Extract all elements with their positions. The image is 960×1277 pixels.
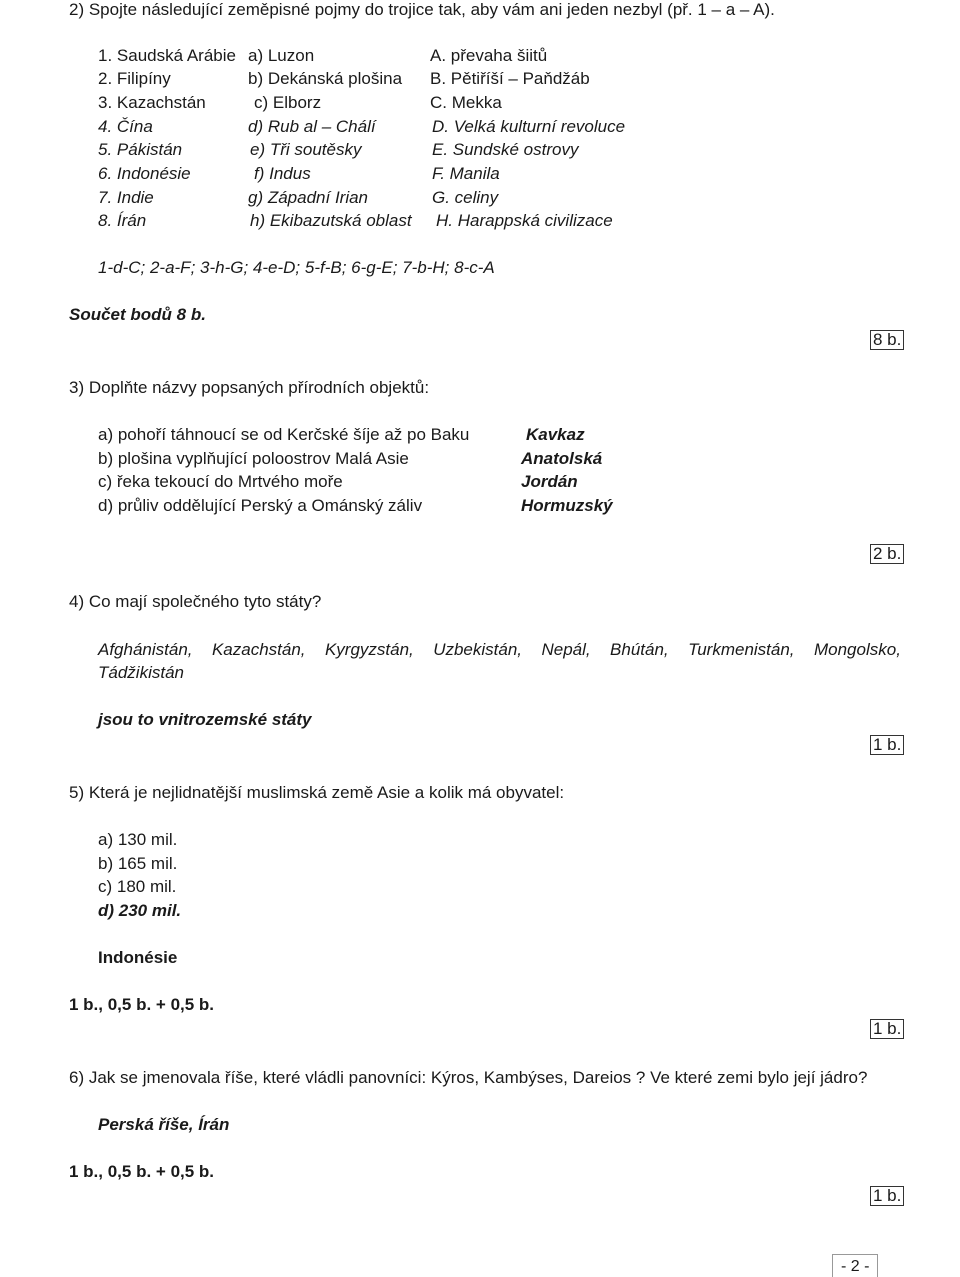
q5-answer: Indonésie <box>98 948 178 967</box>
q2-score-box: 8 b. <box>870 330 904 350</box>
q2-answer: 1-d-C; 2-a-F; 3-h-G; 4-e-D; 5-f-B; 6-g-E; 7-b-H; 8-c-A <box>98 258 495 277</box>
q2-col1-item-6: 6. Indonésie <box>98 164 191 183</box>
q4-state: Kazachstán, <box>211 640 306 659</box>
q3-score-box: 2 b. <box>870 544 904 564</box>
q5-option-b: b) 165 mil. <box>98 854 178 873</box>
q4-state: Kyrgyzstán, <box>324 640 414 659</box>
q2-title: 2) Spojte následující zeměpisné pojmy do trojice tak, aby vám ani jeden nezbyl (př. 1 – a – A). <box>69 0 775 19</box>
q2-col1-item-3: 3. Kazachstán <box>98 93 206 112</box>
q2-col2-item-e: e) Tři soutěsky <box>250 140 362 159</box>
q2-col3-item-H: H. Harappská civilizace <box>436 211 613 230</box>
q2-col1-item-7: 7. Indie <box>98 188 154 207</box>
q6-points: 1 b., 0,5 b. + 0,5 b. <box>69 1162 215 1181</box>
q4-state: Bhútán, <box>610 640 669 659</box>
q4-score-box: 1 b. <box>870 735 904 755</box>
q4-state: Mongolsko, <box>813 640 901 659</box>
page-number: - 2 - <box>832 1254 878 1277</box>
q3-answer-d: Hormuzský <box>521 496 613 515</box>
q3-answer-c: Jordán <box>521 472 578 491</box>
q2-col2-item-g: g) Západní Irian <box>248 188 369 207</box>
q4-states-line-1 <box>98 640 901 660</box>
q6-title: 6) Jak se jmenovala říše, které vládli panovníci: Kýros, Kambýses, Dareios ? Ve které zemi bylo její jádro? <box>69 1068 868 1087</box>
q3-question-d: d) průliv oddělující Perský a Ománský záliv <box>98 496 423 515</box>
q2-col2-item-f: f) Indus <box>254 164 311 183</box>
q2-col2-item-d: d) Rub al – Chálí <box>248 117 376 136</box>
q5-title: 5) Která je nejlidnatější muslimská země Asie a kolik má obyvatel: <box>69 783 565 802</box>
q5-score-box: 1 b. <box>870 1019 904 1039</box>
q3-question-c: c) řeka tekoucí do Mrtvého moře <box>98 472 343 491</box>
q2-col3-item-E: E. Sundské ostrovy <box>432 140 579 159</box>
q3-question-a: a) pohoří táhnoucí se od Kerčské šíje až po Baku <box>98 425 470 444</box>
q2-col2-item-h: h) Ekibazutská oblast <box>250 211 412 230</box>
q4-state: Afghánistán, <box>98 640 193 659</box>
q2-col1-item-1: 1. Saudská Arábie <box>98 46 236 65</box>
q5-option-c: c) 180 mil. <box>98 877 177 896</box>
q6-score-box: 1 b. <box>870 1186 904 1206</box>
q5-option-d-correct: d) 230 mil. <box>98 901 182 920</box>
q2-col2-item-b: b) Dekánská plošina <box>248 69 403 88</box>
q2-col2-item-c: c) Elborz <box>254 93 322 112</box>
q4-title: 4) Co mají společného tyto státy? <box>69 592 322 611</box>
q2-col1-item-4: 4. Čína <box>98 117 153 136</box>
q3-answer-a: Kavkaz <box>526 425 585 444</box>
q2-col3-item-D: D. Velká kulturní revoluce <box>432 117 626 136</box>
q2-col3-item-C: C. Mekka <box>430 93 502 112</box>
q4-state: Nepál, <box>541 640 591 659</box>
q2-col3-item-F: F. Manila <box>432 164 500 183</box>
q2-col1-item-5: 5. Pákistán <box>98 140 183 159</box>
q6-answer: Perská říše, Írán <box>98 1115 230 1134</box>
q2-col3-item-G: G. celiny <box>432 188 499 207</box>
q4-state: Turkmenistán, <box>688 640 795 659</box>
q5-option-a: a) 130 mil. <box>98 830 178 849</box>
q3-question-b: b) plošina vyplňující poloostrov Malá Asie <box>98 449 409 468</box>
q2-sum: Součet bodů 8 b. <box>69 305 206 324</box>
q5-points: 1 b., 0,5 b. + 0,5 b. <box>69 995 215 1014</box>
q2-col3-item-A: A. převaha šiitů <box>430 46 548 65</box>
q4-states-line-2: Tádžikistán <box>98 663 184 682</box>
q2-col1-item-8: 8. Írán <box>98 211 147 230</box>
q3-answer-b: Anatolská <box>521 449 603 468</box>
q3-title: 3) Doplňte názvy popsaných přírodních objektů: <box>69 378 430 397</box>
q4-answer: jsou to vnitrozemské státy <box>98 710 312 729</box>
q2-col2-item-a: a) Luzon <box>248 46 315 65</box>
q2-col1-item-2: 2. Filipíny <box>98 69 171 88</box>
q4-state: Uzbekistán, <box>433 640 523 659</box>
q2-col3-item-B: B. Pětiříší – Paňdžáb <box>430 69 590 88</box>
